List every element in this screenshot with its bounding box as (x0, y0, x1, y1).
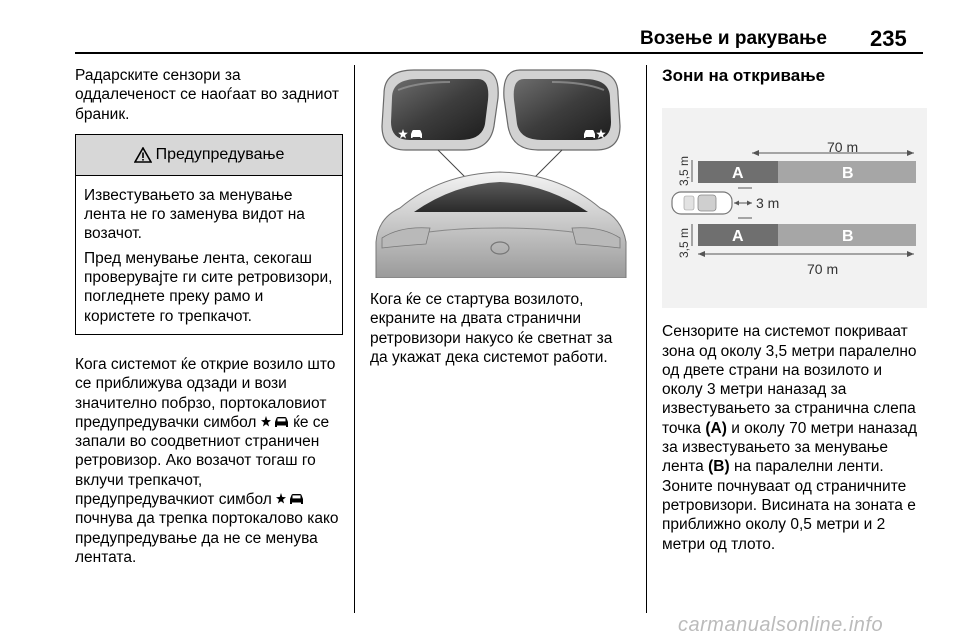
detection-zones-diagram (662, 108, 927, 308)
intro-paragraph: Радарските сензори за оддалеченост се наоѓаат во задниот браник. (75, 67, 339, 123)
car-top-view-icon (672, 192, 732, 214)
warning-paragraph: Пред менување лента, секогаш проверувајте ги сите ретровизори, погледнете преку рамо и користете го трепкачот. (84, 249, 333, 325)
body-paragraph (75, 355, 343, 567)
distance-label-bottom: 70 m (807, 261, 839, 277)
left-mirror (382, 70, 498, 150)
zone-a-reference: (A) (705, 419, 727, 437)
column-divider (646, 65, 647, 613)
body-text: и околу 70 метри наназад за известувањето за менување лента (662, 419, 918, 476)
body-paragraph (662, 322, 927, 554)
car-rear-illustration (376, 172, 626, 278)
warning-body (76, 176, 342, 334)
lane-change-warning-icon (261, 415, 289, 429)
body-text: на паралелни ленти. Зоните почнуваат од страничните ретровизори. Висината на зоната е приближно околу 0,5 метри и 2 метри од тлото. (662, 458, 916, 553)
warning-triangle-icon (134, 147, 152, 163)
gap-label: 3 m (756, 195, 780, 211)
page-header-title: Возење и ракување (640, 28, 827, 49)
column-2 (370, 290, 632, 367)
width-label-bottom: 3,5 m (677, 227, 691, 258)
mirror-illustration (370, 66, 632, 278)
body-text: Сензорите на системот покриваат зона од околу 3,5 метри паралелно од двете страни на возилото и околу 3 метри наназад за известувањето за странична слепа точка (662, 323, 917, 437)
header-rule (75, 52, 923, 54)
body-text: ќе се запали во соодветниот страничен ретровизор. Ако возачот тогаш го вклучи трепкачот, предупредувачкиот симбол (75, 413, 330, 509)
warning-paragraph: Известувањето за менување лента не го заменува видот на возачот. (84, 186, 305, 243)
zone-label-b: B (842, 228, 854, 245)
warning-header (76, 135, 342, 176)
lane-change-warning-icon (276, 492, 304, 506)
page-number: 235 (870, 26, 907, 51)
zone-label-a: A (732, 228, 744, 245)
warning-heading: Предупредување (155, 146, 285, 164)
zone-label-a: A (732, 165, 744, 182)
section-heading: Зони на откривање (662, 66, 826, 85)
column-1 (75, 66, 343, 567)
zone-b-reference: (B) (708, 458, 730, 476)
watermark: carmanualsonline.info (678, 614, 884, 636)
right-mirror (504, 70, 620, 150)
body-text: почнува да трепка портокалово како предупредување да не се менува лентата. (75, 510, 339, 566)
body-text: Кога системот ќе открие возило што се приближува одзади и вози значително побрзо, портокаловиот предупредувачки симбол (75, 355, 336, 431)
illustration-caption: Кога ќе се стартува возилото, екраните на двата странични ретровизори накусо ќе светнат за да укажат дека системот работи. (370, 291, 613, 366)
column-divider (354, 65, 355, 613)
width-label-top: 3,5 m (677, 155, 691, 186)
distance-label-top: 70 m (827, 139, 859, 155)
warning-box (75, 134, 343, 335)
zone-label-b: B (842, 165, 854, 182)
